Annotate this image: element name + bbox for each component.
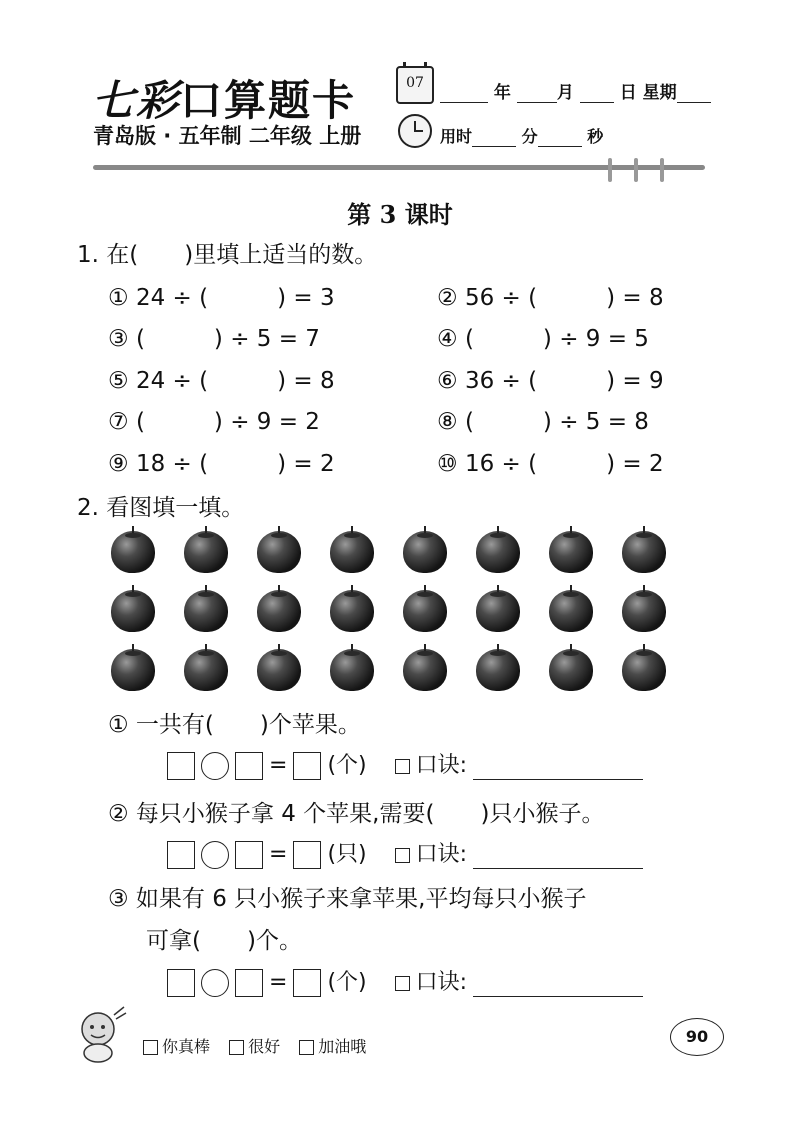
apple-icon (622, 531, 666, 573)
time-label: 用时 (440, 127, 473, 146)
formula-blank[interactable] (473, 974, 643, 997)
apple-icon (622, 649, 666, 691)
page-number: 90 (670, 1018, 724, 1056)
formula-label: 口诀: (415, 842, 468, 867)
header-divider (93, 165, 705, 170)
minute-blank[interactable] (472, 128, 516, 147)
week-blank[interactable] (677, 84, 711, 103)
answer-box[interactable] (235, 969, 263, 997)
unit-label: (只) (327, 842, 367, 867)
day-blank[interactable] (580, 84, 614, 103)
apple-icon (111, 531, 155, 573)
q1-item-8[interactable]: ⑧ ( ) ÷ 5 = 8 (437, 409, 649, 435)
apple-icon (403, 590, 447, 632)
answer-box[interactable] (167, 841, 195, 869)
time-line (440, 124, 603, 147)
q2-sub-3-line-1: ③ 如果有 6 只小猴子来拿苹果,平均每只小猴子 (108, 886, 587, 912)
answer-box[interactable] (167, 752, 195, 780)
answer-box[interactable] (293, 969, 321, 997)
unit-label: (个) (327, 970, 367, 995)
answer-box[interactable] (235, 752, 263, 780)
formula-square-icon (395, 976, 410, 991)
operator-circle[interactable] (201, 969, 229, 997)
q2-sub-2: ② 每只小猴子拿 4 个苹果,需要( )只小猴子。 (108, 801, 605, 827)
logo-title (92, 68, 356, 128)
apple-icon (257, 590, 301, 632)
apple-icon (184, 531, 228, 573)
apple-icon (622, 590, 666, 632)
checkbox-icon[interactable] (143, 1040, 158, 1055)
apple-icon (549, 531, 593, 573)
formula-blank[interactable] (473, 846, 643, 869)
apple-icon (403, 649, 447, 691)
option-keep-going[interactable]: 加油哦 (299, 1037, 366, 1056)
second-label: 秒 (587, 127, 604, 146)
apple-icon (330, 531, 374, 573)
calendar-icon (396, 66, 434, 104)
q1-item-9[interactable]: ⑨ 18 ÷ ( ) = 2 (108, 451, 335, 477)
year-label: 年 (493, 83, 511, 103)
apple-icon (476, 531, 520, 573)
q2-sub-3-line-2: 可拿( )个。 (146, 928, 302, 954)
formula-label: 口诀: (415, 753, 468, 778)
apple-icon (330, 590, 374, 632)
q1-item-5[interactable]: ⑤ 24 ÷ ( ) = 8 (108, 368, 335, 394)
apple-icon (476, 649, 520, 691)
month-label: 月 (556, 83, 574, 103)
q1-item-10[interactable]: ⑩ 16 ÷ ( ) = 2 (437, 451, 664, 477)
q1-item-1[interactable]: ① 24 ÷ ( ) = 3 (108, 285, 335, 311)
operator-circle[interactable] (201, 752, 229, 780)
formula-label: 口诀: (415, 970, 468, 995)
answer-box[interactable] (167, 969, 195, 997)
date-line (440, 78, 711, 103)
answer-box[interactable] (293, 752, 321, 780)
calendar-number: 07 (406, 75, 424, 91)
q1-item-6[interactable]: ⑥ 36 ÷ ( ) = 9 (437, 368, 664, 394)
q2-equation-3 (167, 965, 649, 997)
formula-square-icon (395, 759, 410, 774)
q2-sub-1: ① 一共有( )个苹果。 (108, 712, 361, 738)
unit-label: (个) (327, 753, 367, 778)
option-great[interactable]: 你真棒 (143, 1037, 210, 1056)
equals-sign: = (269, 842, 288, 867)
apple-icon (476, 590, 520, 632)
checkbox-icon[interactable] (299, 1040, 314, 1055)
q1-item-3[interactable]: ③ ( ) ÷ 5 = 7 (108, 326, 320, 352)
answer-box[interactable] (293, 841, 321, 869)
equals-sign: = (269, 970, 288, 995)
minute-label: 分 (521, 127, 538, 146)
apple-icon (257, 531, 301, 573)
apple-icon (330, 649, 374, 691)
q2-equation-1 (167, 748, 649, 780)
week-label: 星期 (642, 83, 677, 103)
apple-icon (257, 649, 301, 691)
apple-icon (549, 590, 593, 632)
mascot-icon (70, 1005, 128, 1065)
checkbox-icon[interactable] (229, 1040, 244, 1055)
edition-subtitle: 青岛版 · 五年制 二年级 上册 (93, 124, 362, 148)
lesson-title: 第 3 课时 (347, 200, 453, 229)
answer-box[interactable] (235, 841, 263, 869)
q1-item-4[interactable]: ④ ( ) ÷ 9 = 5 (437, 326, 649, 352)
apple-icon (111, 649, 155, 691)
apple-icon (549, 649, 593, 691)
apple-icon (403, 531, 447, 573)
operator-circle[interactable] (201, 841, 229, 869)
year-blank[interactable] (440, 84, 488, 103)
option-good[interactable]: 很好 (229, 1037, 280, 1056)
month-blank[interactable] (517, 84, 557, 103)
q1-item-2[interactable]: ② 56 ÷ ( ) = 8 (437, 285, 664, 311)
apple-icon (184, 590, 228, 632)
question-2-title: 2. 看图填一填。 (77, 495, 245, 521)
second-blank[interactable] (538, 128, 582, 147)
formula-square-icon (395, 848, 410, 863)
question-1-title: 1. 在( )里填上适当的数。 (77, 242, 378, 268)
apple-icon (184, 649, 228, 691)
q1-item-7[interactable]: ⑦ ( ) ÷ 9 = 2 (108, 409, 320, 435)
logo-rest: 口算题卡 (180, 76, 357, 125)
logo-stylized: 七彩 (92, 76, 181, 125)
self-evaluation (143, 1034, 380, 1057)
q2-equation-2 (167, 837, 649, 869)
apple-icon (111, 590, 155, 632)
formula-blank[interactable] (473, 757, 643, 780)
clock-icon (398, 114, 432, 148)
equals-sign: = (269, 753, 288, 778)
day-label: 日 (619, 83, 637, 103)
